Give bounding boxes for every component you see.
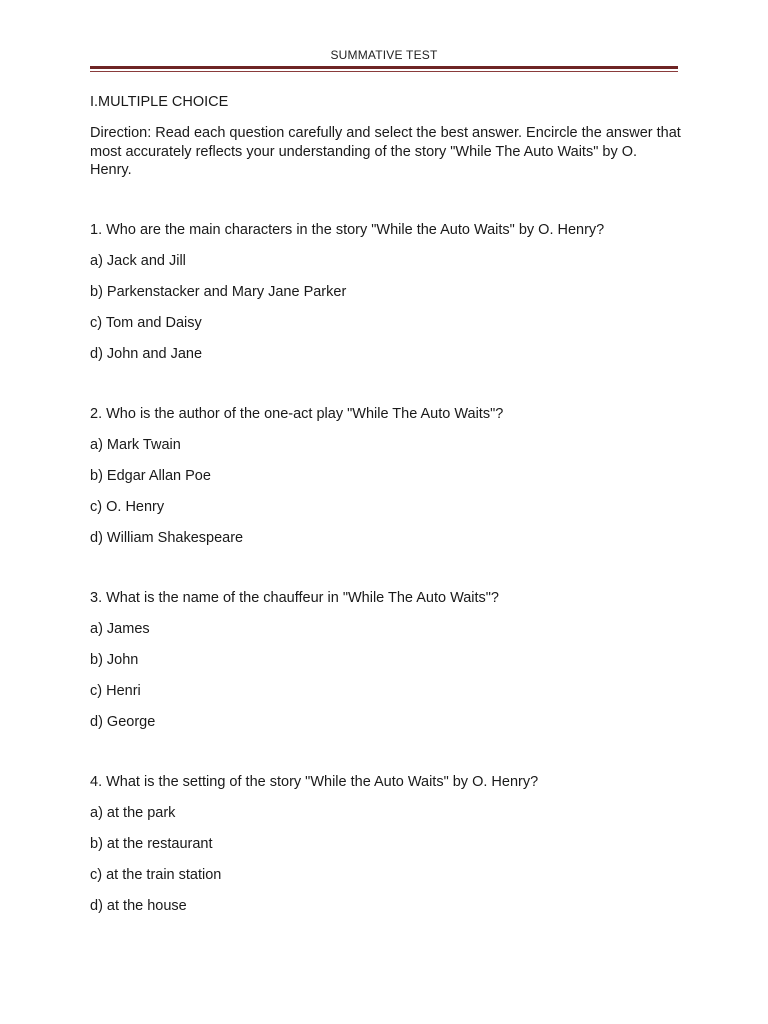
question-text: 4. What is the setting of the story "While the Auto Waits" by O. Henry? <box>90 773 539 790</box>
question-text: 3. What is the name of the chauffeur in "While The Auto Waits"? <box>90 589 499 606</box>
answer-option: a) Mark Twain <box>90 436 181 453</box>
test-content <box>90 93 682 915</box>
question-block-3 <box>90 589 682 731</box>
question-block-2 <box>90 405 682 547</box>
answer-option: c) Tom and Daisy <box>90 314 202 331</box>
answer-option: b) Edgar Allan Poe <box>90 467 211 484</box>
answer-option: a) James <box>90 620 150 637</box>
answer-option: b) John <box>90 651 139 668</box>
header-rule-thin <box>90 71 678 72</box>
answer-option: c) at the train station <box>90 866 222 883</box>
direction-text: Direction: Read each question carefully and select the best answer. Encircle the answer that most accurately reflects your understanding of the story "While The Auto Waits" by O. Henry. <box>90 125 681 178</box>
question-block-4 <box>90 773 682 915</box>
header-title: SUMMATIVE TEST <box>330 48 438 62</box>
question-block-1 <box>90 221 682 363</box>
answer-option: b) Parkenstacker and Mary Jane Parker <box>90 283 347 300</box>
answer-option: c) O. Henry <box>90 498 165 515</box>
answer-option: d) George <box>90 713 156 730</box>
answer-option: b) at the restaurant <box>90 835 213 852</box>
section-title: I.MULTIPLE CHOICE <box>90 94 229 110</box>
answer-option: a) at the park <box>90 804 176 821</box>
question-text: 1. Who are the main characters in the story "While the Auto Waits" by O. Henry? <box>90 221 605 238</box>
answer-option: d) William Shakespeare <box>90 529 244 546</box>
header-rule-thick <box>90 66 678 69</box>
answer-option: d) John and Jane <box>90 345 203 362</box>
answer-option: c) Henri <box>90 682 141 699</box>
answer-option: d) at the house <box>90 897 187 914</box>
answer-option: a) Jack and Jill <box>90 252 186 269</box>
question-text: 2. Who is the author of the one-act play "While The Auto Waits"? <box>90 405 504 422</box>
